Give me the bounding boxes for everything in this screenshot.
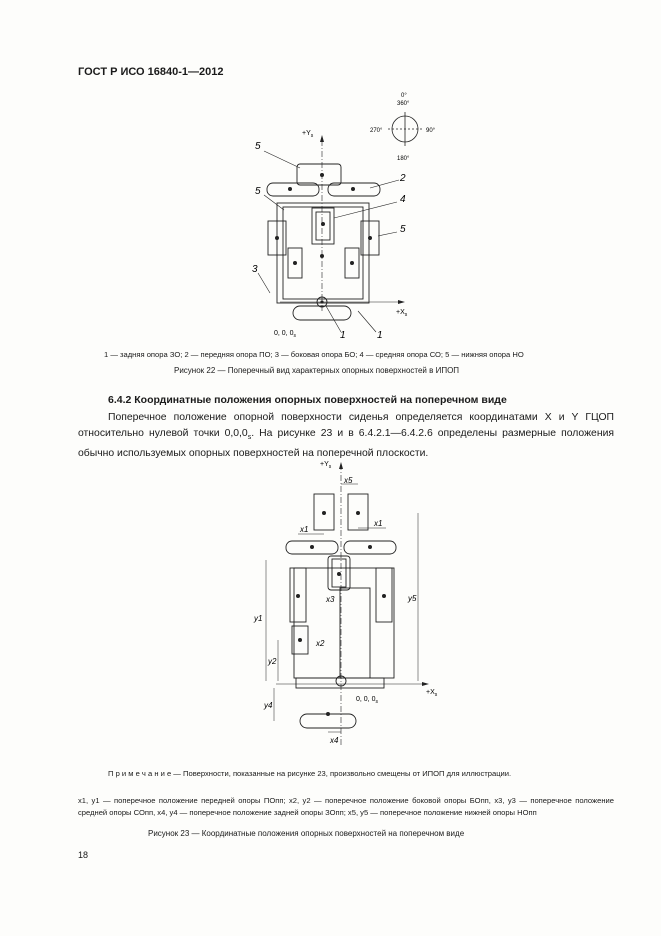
figure-22-caption: Рисунок 22 — Поперечный вид характерных опорных поверхностей в ИПОП	[174, 366, 460, 375]
dim-x2: x2	[316, 639, 325, 648]
compass-icon	[388, 112, 422, 146]
figure-23-drawing	[236, 456, 446, 756]
support-surfaces	[267, 164, 380, 320]
compass-180: 180°	[397, 156, 410, 162]
section-heading: 6.4.2 Координатные положения опорных поверхностей на поперечном виде	[108, 394, 507, 406]
figure-22-drawing	[240, 88, 460, 348]
page-number: 18	[78, 850, 89, 860]
dim-y2: y2	[268, 657, 277, 666]
callout-4: 4	[400, 194, 406, 205]
callout-1b: 1	[377, 330, 383, 341]
origin-label-23: 0, 0, $0_s$	[356, 696, 378, 705]
x-axis-label: $+X_s$	[396, 309, 408, 318]
dim-y1: y1	[254, 614, 263, 623]
section-paragraph: Поперечное положение опорной поверхности сиденья определяется координатами X и Y ГЦОП относительно нулевой точки $0,0,0_s$. На рисунке 23 и в 6.4.2.1—6.4.2.6 определены размерные положения обычно используемых опорных поверхностей на поперечной плоскости.	[78, 412, 614, 460]
callout-1a: 1	[340, 330, 346, 341]
callout-5b: 5	[255, 186, 261, 197]
compass-90: 90°	[426, 128, 436, 134]
document-header: ГОСТ Р ИСО 16840-1—2012	[78, 66, 224, 78]
figure-23-caption: Рисунок 23 — Координатные положения опорных поверхностей на поперечном виде	[148, 829, 465, 838]
dim-x5: x5	[344, 476, 353, 485]
compass-360: 360°	[397, 101, 410, 107]
callout-5a: 5	[255, 141, 261, 152]
dim-x3: x3	[326, 595, 335, 604]
x-axis-label-23: $+X_s$	[426, 689, 438, 698]
figure-22-legend: 1 — задняя опора ЗО; 2 — передняя опора ПО; 3 — боковая опора БО; 4 — средняя опора СО; 5 — нижняя опора НО	[104, 350, 524, 359]
figure-23-legend: x1, y1 — поперечное положение передней опоры ПОпп; x2, y2 — поперечное положение боковой опоры БОпп, x3, y3 — поперечное положение средней опоры СОпп, x4, y4 — поперечное положение задней опоры ЗОпп; x5, y5 — поперечное положение нижней опоры НОпп	[78, 796, 614, 817]
compass-270: 270°	[370, 128, 383, 134]
callout-3: 3	[252, 264, 258, 275]
dim-y5: y5	[408, 594, 417, 603]
callout-2: 2	[400, 173, 406, 184]
dim-x1-left: x1	[300, 525, 309, 534]
figure-23-note: П р и м е ч а н и е — Поверхности, показанные на рисунке 23, произвольно смещены от ИПОП для иллюстрации.	[108, 769, 512, 778]
dim-x1-right: x1	[374, 519, 383, 528]
compass-0: 0°	[401, 93, 407, 99]
dim-y4: y4	[264, 701, 273, 710]
crosshair-markers	[275, 173, 372, 265]
origin-label: 0, 0, $0_s$	[274, 330, 296, 339]
y-axis-label-23: $+Y_s$	[320, 461, 332, 470]
callout-5c: 5	[400, 224, 406, 235]
y-axis-label: $+Y_s$	[302, 130, 314, 139]
dim-x4: x4	[330, 736, 339, 745]
